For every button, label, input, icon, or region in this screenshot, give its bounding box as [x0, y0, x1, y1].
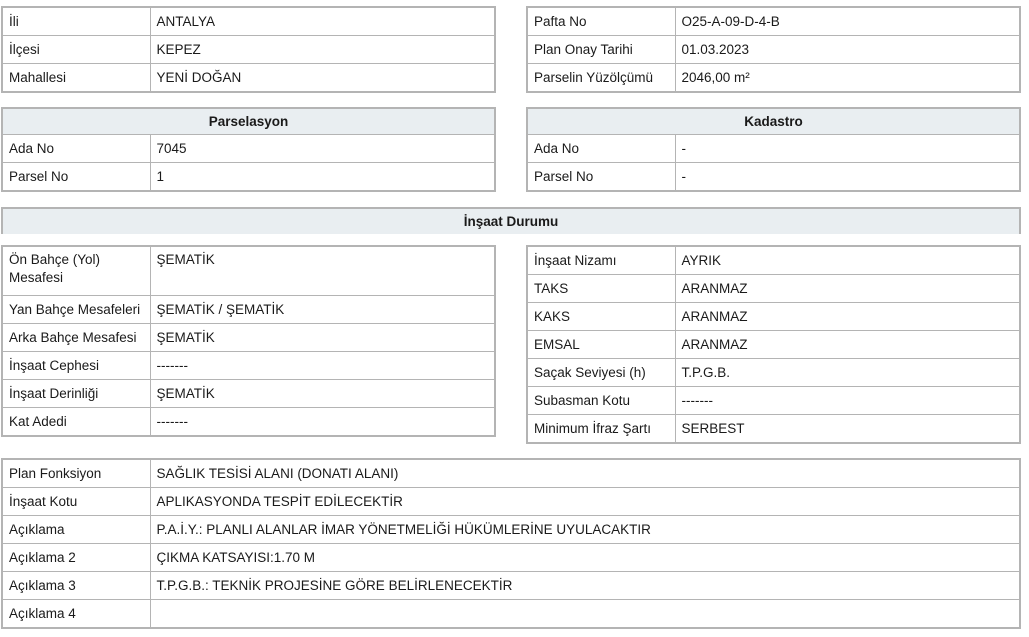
location-table: [1, 6, 496, 93]
parselasyon-ada-value: 7045: [150, 135, 495, 163]
table-row: [2, 7, 495, 36]
plan-table: [526, 6, 1021, 93]
table-row: [2, 380, 495, 408]
aciklama-4-value: [150, 600, 1020, 629]
table-row: [527, 246, 1020, 275]
table-row: [527, 36, 1020, 64]
table-row: [2, 64, 495, 93]
aciklama-4-label: Açıklama 4: [2, 600, 150, 629]
insaat-derinligi-label: İnşaat Derinliği: [2, 380, 150, 408]
onay-value: 01.03.2023: [675, 36, 1020, 64]
table-row: [527, 415, 1020, 444]
aciklama-3-value: T.P.G.B.: TEKNİK PROJESİNE GÖRE BELİRLENECEKTİR: [150, 572, 1020, 600]
table-row: [2, 163, 495, 192]
aciklama-value: P.A.İ.Y.: PLANLI ALANLAR İMAR YÖNETMELİĞİ HÜKÜMLERİNE UYULACAKTIR: [150, 516, 1020, 544]
onay-label: Plan Onay Tarihi: [527, 36, 675, 64]
insaat-cephesi-value: -------: [150, 352, 495, 380]
table-row: [2, 296, 495, 324]
minimum-ifraz-label: Minimum İfraz Şartı: [527, 415, 675, 444]
yuzolcum-value: 2046,00 m²: [675, 64, 1020, 93]
insaat-kotu-label: İnşaat Kotu: [2, 488, 150, 516]
insaat-durumu-header: İnşaat Durumu: [1, 207, 1021, 234]
parselasyon-ada-label: Ada No: [2, 135, 150, 163]
ilce-label: İlçesi: [2, 36, 150, 64]
table-row: [527, 387, 1020, 415]
insaat-right-table: [526, 245, 1021, 444]
sacak-seviyesi-value: T.P.G.B.: [675, 359, 1020, 387]
parselasyon-parsel-value: 1: [150, 163, 495, 192]
emsal-label: EMSAL: [527, 331, 675, 359]
table-row: [2, 36, 495, 64]
insaat-kotu-value: APLIKASYONDA TESPİT EDİLECEKTİR: [150, 488, 1020, 516]
kadastro-table: [526, 134, 1021, 192]
kadastro-ada-label: Ada No: [527, 135, 675, 163]
table-row: [2, 572, 1020, 600]
taks-label: TAKS: [527, 275, 675, 303]
table-row: [2, 135, 495, 163]
pafta-value: O25-A-09-D-4-B: [675, 7, 1020, 36]
kadastro-header: Kadastro: [526, 107, 1021, 135]
table-row: [2, 516, 1020, 544]
parselasyon-header: Parselasyon: [1, 107, 496, 135]
aciklama-label: Açıklama: [2, 516, 150, 544]
kadastro-ada-value: -: [675, 135, 1020, 163]
taks-value: ARANMAZ: [675, 275, 1020, 303]
table-row: [527, 359, 1020, 387]
insaat-derinligi-value: ŞEMATİK: [150, 380, 495, 408]
table-row: [2, 408, 495, 437]
yan-bahce-value: ŞEMATİK / ŞEMATİK: [150, 296, 495, 324]
emsal-value: ARANMAZ: [675, 331, 1020, 359]
mahalle-value: YENİ DOĞAN: [150, 64, 495, 93]
table-row: [2, 246, 495, 296]
parselasyon-table: [1, 134, 496, 192]
plan-fonksiyon-label: Plan Fonksiyon: [2, 459, 150, 488]
on-bahce-label: Ön Bahçe (Yol) Mesafesi: [2, 246, 150, 296]
arka-bahce-value: ŞEMATİK: [150, 324, 495, 352]
il-label: İli: [2, 7, 150, 36]
table-row: [527, 135, 1020, 163]
table-row: [2, 352, 495, 380]
yuzolcum-label: Parselin Yüzölçümü: [527, 64, 675, 93]
insaat-nizami-label: İnşaat Nizamı: [527, 246, 675, 275]
table-row: [2, 459, 1020, 488]
aciklama-3-label: Açıklama 3: [2, 572, 150, 600]
kaks-label: KAKS: [527, 303, 675, 331]
kat-adedi-label: Kat Adedi: [2, 408, 150, 437]
subasman-kotu-value: -------: [675, 387, 1020, 415]
on-bahce-value: ŞEMATİK: [150, 246, 495, 296]
kat-adedi-value: -------: [150, 408, 495, 437]
kaks-value: ARANMAZ: [675, 303, 1020, 331]
arka-bahce-label: Arka Bahçe Mesafesi: [2, 324, 150, 352]
table-row: [2, 324, 495, 352]
subasman-kotu-label: Subasman Kotu: [527, 387, 675, 415]
insaat-left-table: [1, 245, 496, 437]
il-value: ANTALYA: [150, 7, 495, 36]
aciklama-2-label: Açıklama 2: [2, 544, 150, 572]
table-row: [527, 275, 1020, 303]
sacak-seviyesi-label: Saçak Seviyesi (h): [527, 359, 675, 387]
parselasyon-parsel-label: Parsel No: [2, 163, 150, 192]
table-row: [527, 331, 1020, 359]
table-row: [527, 7, 1020, 36]
kadastro-parsel-label: Parsel No: [527, 163, 675, 192]
details-table: [1, 458, 1021, 629]
yan-bahce-label: Yan Bahçe Mesafeleri: [2, 296, 150, 324]
plan-fonksiyon-value: SAĞLIK TESİSİ ALANI (DONATI ALANI): [150, 459, 1020, 488]
table-row: [2, 600, 1020, 629]
table-row: [2, 544, 1020, 572]
insaat-nizami-value: AYRIK: [675, 246, 1020, 275]
mahalle-label: Mahallesi: [2, 64, 150, 93]
kadastro-parsel-value: -: [675, 163, 1020, 192]
aciklama-2-value: ÇIKMA KATSAYISI:1.70 M: [150, 544, 1020, 572]
minimum-ifraz-value: SERBEST: [675, 415, 1020, 444]
table-row: [2, 488, 1020, 516]
pafta-label: Pafta No: [527, 7, 675, 36]
insaat-cephesi-label: İnşaat Cephesi: [2, 352, 150, 380]
table-row: [527, 163, 1020, 192]
table-row: [527, 64, 1020, 93]
table-row: [527, 303, 1020, 331]
ilce-value: KEPEZ: [150, 36, 495, 64]
